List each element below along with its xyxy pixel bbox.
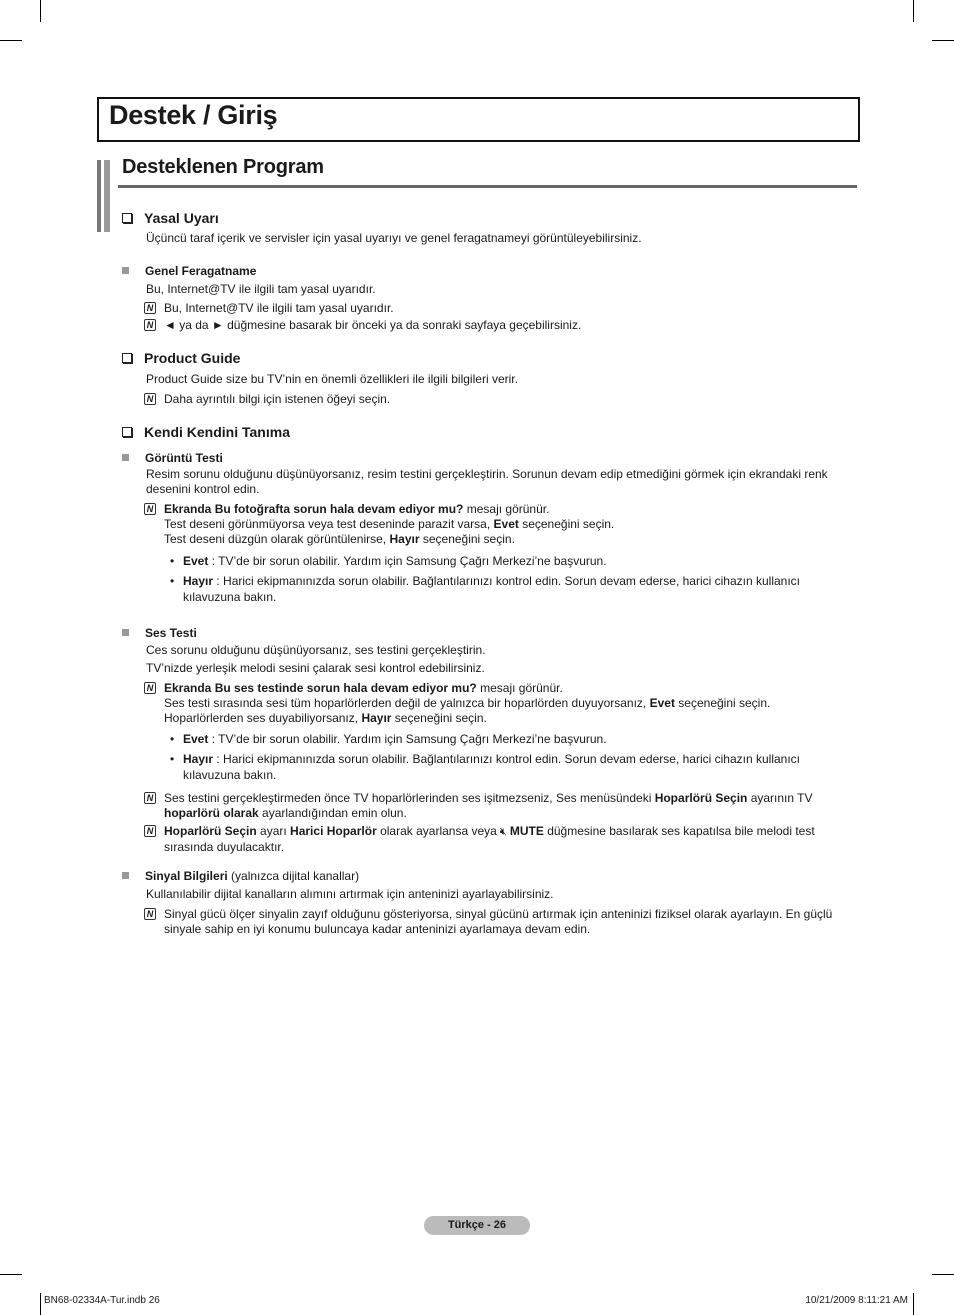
crop-mark: [932, 1274, 954, 1275]
footer-file: BN68-02334A-Tur.indb 26: [44, 1295, 160, 1306]
crop-mark: [0, 40, 22, 41]
note-icon: N: [144, 825, 156, 837]
heading-yasal: Yasal Uyarı: [122, 210, 219, 226]
square-bullet-icon: [122, 629, 129, 636]
product-desc: Product Guide size bu TV’nin en önemli özellikleri ile ilgili bilgileri verir.: [146, 372, 518, 386]
checkbox-icon: [122, 427, 132, 437]
genel-desc: Bu, Internet@TV ile ilgili tam yasal uyarıdır.: [146, 282, 376, 296]
crop-mark: [913, 0, 914, 22]
square-bullet-icon: [122, 454, 129, 461]
checkbox-icon: [122, 353, 132, 363]
heading-ses: Ses Testi: [122, 626, 197, 640]
note-line: sinyale sahip en iyi konumu buluncaya kadar anteninizi ayarlamaya devam edin.: [164, 922, 591, 936]
note-line: Test deseni düzgün olarak görüntülenirse, Hayır seçeneğini seçin.: [164, 532, 515, 546]
page-title: Destek / Giriş: [109, 100, 278, 130]
crop-mark: [0, 1274, 22, 1275]
heading-sinyal: Sinyal Bilgileri (yalnızca dijital kanallar): [122, 869, 359, 884]
heading-genel: Genel Feragatname: [122, 264, 256, 278]
note-icon: N: [144, 792, 156, 804]
note-icon: N: [144, 682, 156, 694]
note-line: Ses testi sırasında sesi tüm hoparlörlerden değil de yalnızca bir hoparlörden duyuyorsanız, Evet seçeneğini seçin.: [164, 696, 771, 710]
heading-product: Product Guide: [122, 350, 240, 366]
square-bullet-icon: [122, 872, 129, 879]
bullet-cont: kılavuzuna bakın.: [183, 590, 277, 604]
note-icon: N: [144, 319, 156, 331]
note-icon: N: [144, 503, 156, 515]
square-bullet-icon: [122, 267, 129, 274]
section-title: Desteklenen Program: [122, 156, 324, 178]
crop-mark: [40, 0, 41, 22]
sinyal-desc: Kullanılabilir dijital kanalların alımını artırmak için anteninizi ayarlayabilirsiniz.: [146, 887, 554, 901]
note-line: Hoparlörlerden ses duyabiliyorsanız, Hayır seçeneğini seçin.: [164, 711, 487, 725]
ses-desc: Ces sorunu olduğunu düşünüyorsanız, ses testini gerçekleştirin.: [146, 643, 486, 657]
mute-icon: 🔇︎: [496, 826, 510, 838]
crop-mark: [932, 40, 954, 41]
yasal-desc: Üçüncü taraf içerik ve servisler için yasal uyarıyı ve genel feragatnameyi görüntüleyebilirsiniz.: [146, 231, 642, 245]
heading-goruntu: Görüntü Testi: [122, 451, 223, 465]
footer-date: 10/21/2009 8:11:21 AM: [805, 1295, 908, 1306]
ses-desc: TV’nizde yerleşik melodi sesini çalarak sesi kontrol edebilirsiniz.: [146, 661, 485, 675]
goruntu-desc: desenini kontrol edin.: [146, 482, 260, 496]
section-bar: [104, 160, 110, 232]
crop-mark: [40, 1293, 41, 1315]
note-line: Test deseni görünmüyorsa veya test deseninde parazit varsa, Evet seçeneğini seçin.: [164, 517, 615, 531]
heading-kendi: Kendi Kendini Tanıma: [122, 424, 290, 440]
note-line: sırasında duyulacaktır.: [164, 840, 285, 854]
section-rule: [118, 185, 857, 188]
checkbox-icon: [122, 213, 132, 223]
bullet-cont: kılavuzuna bakın.: [183, 768, 277, 782]
note-icon: N: [144, 393, 156, 405]
note-icon: N: [144, 302, 156, 314]
page-number: Türkçe - 26: [424, 1216, 530, 1235]
goruntu-desc: Resim sorunu olduğunu düşünüyorsanız, resim testini gerçekleştirin. Sorunun devam edip etmediğini görmek için ekrandaki renk: [146, 467, 828, 481]
section-bar: [97, 160, 101, 232]
note-line: hoparlörü olarak ayarlandığından emin olun.: [164, 806, 407, 820]
note-icon: N: [144, 908, 156, 920]
crop-mark: [913, 1293, 914, 1315]
